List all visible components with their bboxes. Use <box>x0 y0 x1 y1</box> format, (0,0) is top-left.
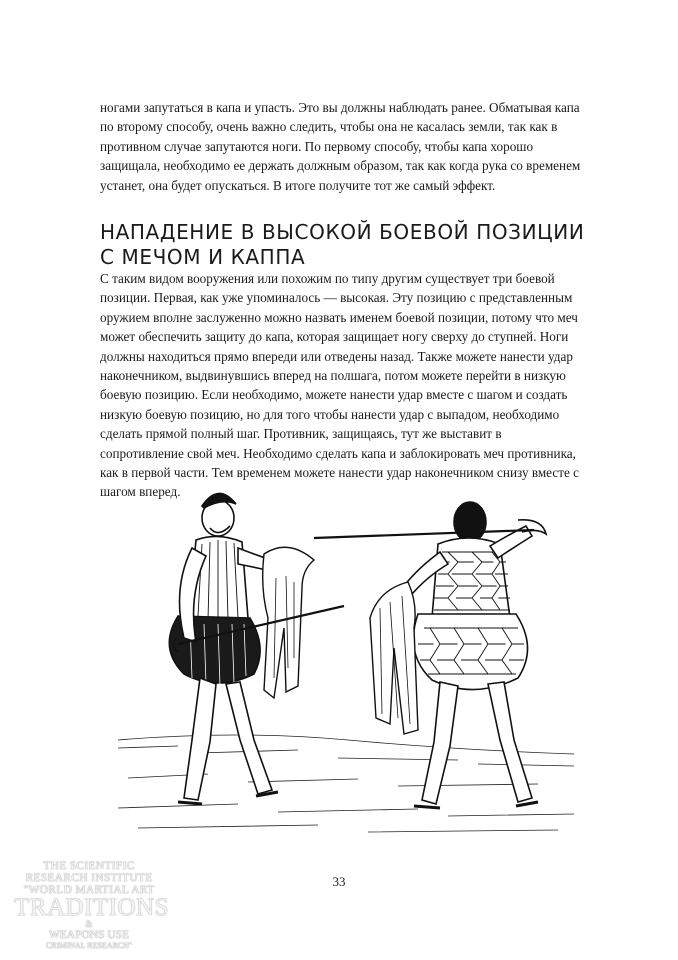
logo-line-1: THE SCIENTIFIC <box>43 860 135 872</box>
logo-line-3: "WORLD MARTIAL ART <box>23 884 155 896</box>
paragraph-continuation: ногами запутаться в капа и упасть. Это вы должны наблюдать ранее. Обматывая капа по второму способу, очень важно следить, чтобы она не касалась земли, так как в противном случае запутаются ноги. По первому способу, чтобы капа хорошо защищала, необходимо ее держать должным образом, так как когда рука со временем устанет, она будет опускаться. В итоге получите тот же самый эффект. <box>100 100 581 193</box>
engraving-illustration <box>118 478 574 838</box>
logo-line-2: RESEARCH INSTITUTE <box>25 872 153 884</box>
right-sword <box>314 530 534 538</box>
institute-logo <box>14 860 169 950</box>
section-heading: НАПАДЕНИЕ В ВЫСОКОЙ БОЕВОЙ ПОЗИЦИИ С МЕЧОМ И КАППА <box>100 220 585 269</box>
logo-line-4: TRADITIONS <box>14 894 169 921</box>
left-fencer <box>169 493 278 804</box>
logo-line-7: CRIMINAL RESEARCH" <box>45 941 133 950</box>
logo-line-5: & <box>85 919 93 929</box>
paragraph-body: С таким видом вооружения или похожим по типу другим существует три боевой позиции. Первая, как уже упоминалось — высокая. Эту позицию с представленным оружием вполне заслуженно можно назвать именем боевой позиции, потому что меч может обеспечить защиту до капа, которая защищает ногу сверху до ступней. Ноги должны находиться прямо впереди или отведены назад. Также можете нанести удар наконечником, выдвинувшись вперед на полшага, потом можете перейти в низкую боевую позицию. Если необходимо, можете нанести удар вместе с шагом и создать низкую боевую позицию, но для того чтобы нанести удар с выпадом, необходимо сделать прямой полный шаг. Противник, защищаясь, тут же выставит в сопротивление свой меч. Необходимо сделать капа и заблокировать меч противника, как в первой части. Тем временем можете нанести удар наконечником снизу вместе с шагом вперед. <box>100 271 579 500</box>
logo-line-6: WEAPONS USE <box>48 929 130 941</box>
right-fencer <box>404 502 538 808</box>
page-number: 33 <box>332 874 346 889</box>
